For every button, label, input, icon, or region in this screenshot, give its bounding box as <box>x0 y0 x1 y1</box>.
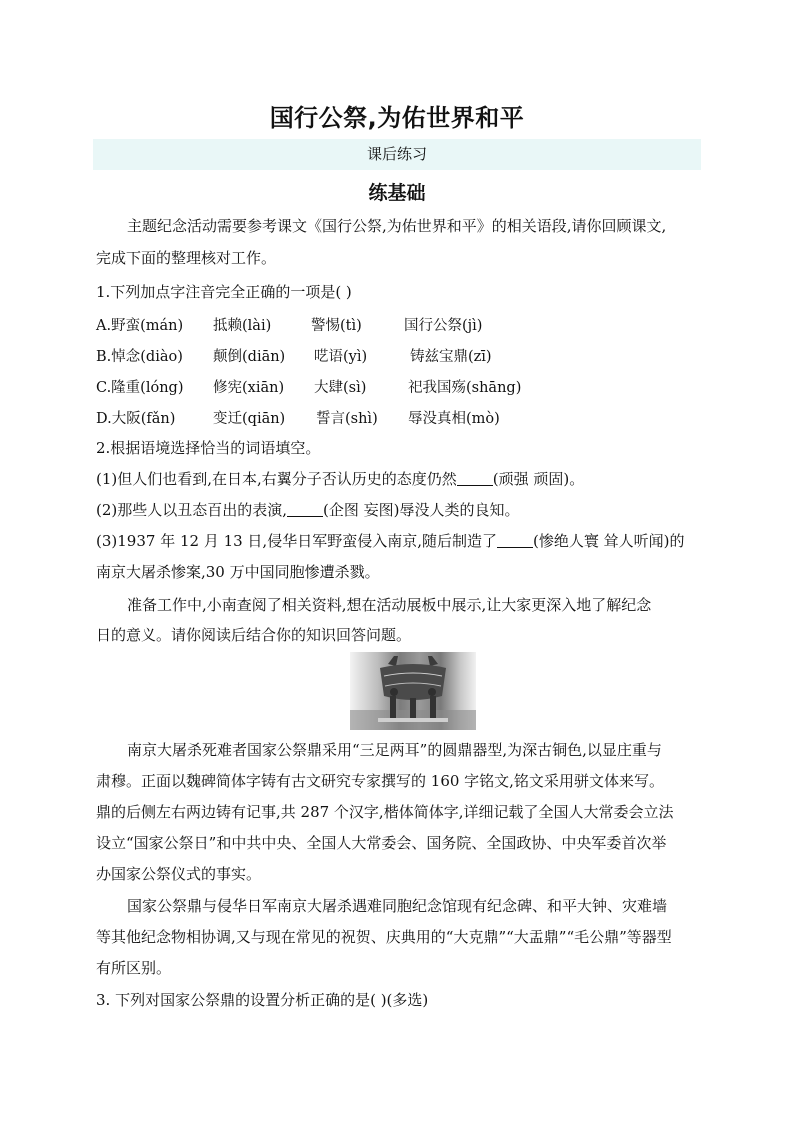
q1-option-c-3: 大肆(sì) <box>314 380 367 396</box>
q1-option-d-1: D.大阪(fǎn) <box>96 411 176 427</box>
section-heading: 练基础 <box>368 182 426 204</box>
q1-option-b-1: B.悼念(diào) <box>96 349 183 365</box>
q1-option-b-4: 铸兹宝鼎(zī) <box>410 349 492 365</box>
ding-photo <box>350 652 476 730</box>
para2-line-2: 等其他纪念物相协调,又与现在常见的祝贺、庆典用的“大克鼎”“大盂鼎”“毛公鼎”等器型 <box>96 928 672 946</box>
q3-stem: 3. 下列对国家公祭鼎的设置分析正确的是( )(多选) <box>96 991 429 1009</box>
intro-line-2: 完成下面的整理核对工作。 <box>96 249 277 267</box>
q1-option-a-4: 国行公祭(jì) <box>404 318 483 334</box>
q2-item-1-post: (顽强 顽固)。 <box>492 470 585 488</box>
answer-blank[interactable] <box>287 502 323 517</box>
intro-line-1: 主题纪念活动需要参考课文《国行公祭,为佑世界和平》的相关语段,请你回顾课文, <box>127 217 667 235</box>
q1-option-d-3: 誓言(shì) <box>316 411 378 427</box>
subtitle-band: 课后练习 <box>93 139 701 170</box>
q2-item-2 <box>96 499 520 520</box>
q2-item-3-continued: 南京大屠杀惨案,30 万中国同胞惨遭杀戮。 <box>96 563 380 581</box>
prep-line-1: 准备工作中,小南查阅了相关资料,想在活动展板中展示,让大家更深入地了解纪念 <box>127 596 652 614</box>
q2-item-3 <box>96 530 684 551</box>
para1-line-5: 办国家公祭仪式的事实。 <box>96 865 262 883</box>
q1-option-c-2: 修宪(xiān) <box>213 380 285 396</box>
q1-option-b-2: 颠倒(diān) <box>213 349 286 365</box>
answer-blank[interactable] <box>457 471 493 486</box>
q1-option-a-1: A.野蛮(mán) <box>96 318 184 334</box>
q1-option-a-3: 警惕(tì) <box>311 318 362 334</box>
q1-option-c-1: C.隆重(lóng) <box>96 380 184 396</box>
para1-line-3: 鼎的后侧左右两边铸有记事,共 287 个汉字,楷体简体字,详细记载了全国人大常委会立法 <box>96 803 674 821</box>
q2-stem: 2.根据语境选择恰当的词语填空。 <box>96 439 321 457</box>
ding-icon <box>350 652 476 730</box>
q1-option-d-2: 变迁(qiān) <box>213 411 286 427</box>
q2-item-2-post: (企图 妄图)辱没人类的良知。 <box>323 501 520 519</box>
answer-blank[interactable] <box>497 533 533 548</box>
q2-item-3-pre: (3)1937 年 12 月 13 日,侵华日军野蛮侵入南京,随后制造了 <box>96 532 497 550</box>
q1-option-a-2: 抵赖(lài) <box>213 318 272 334</box>
q1-option-d-4: 辱没真相(mò) <box>408 411 500 427</box>
q2-item-3-post: (惨绝人寰 耸人听闻)的 <box>532 532 685 550</box>
para2-line-3: 有所区别。 <box>96 959 172 977</box>
q1-stem: 1.下列加点字注音完全正确的一项是( ) <box>96 283 352 301</box>
q1-option-b-3: 呓语(yì) <box>314 349 368 365</box>
para1-line-1: 南京大屠杀死难者国家公祭鼎采用“三足两耳”的圆鼎器型,为深古铜色,以显庄重与 <box>127 741 662 759</box>
prep-line-2: 日的意义。请你阅读后结合你的知识回答问题。 <box>96 626 412 644</box>
para1-line-2: 肃穆。正面以魏碑简体字铸有古文研究专家撰写的 160 字铭文,铭文采用骈文体来写。 <box>96 772 664 790</box>
q2-item-2-pre: (2)那些人以丑态百出的表演, <box>96 501 288 519</box>
document-title: 国行公祭,为佑世界和平 <box>269 104 525 132</box>
q2-item-1-pre: (1)但人们也看到,在日本,右翼分子否认历史的态度仍然 <box>96 470 457 488</box>
para2-line-1: 国家公祭鼎与侵华日军南京大屠杀遇难同胞纪念馆现有纪念碑、和平大钟、灾难墙 <box>127 897 668 915</box>
q1-option-c-4: 祀我国殇(shāng) <box>408 380 522 396</box>
para1-line-4: 设立“国家公祭日”和中共中央、全国人大常委会、国务院、全国政协、中央军委首次举 <box>96 834 667 852</box>
q2-item-1 <box>96 468 584 489</box>
